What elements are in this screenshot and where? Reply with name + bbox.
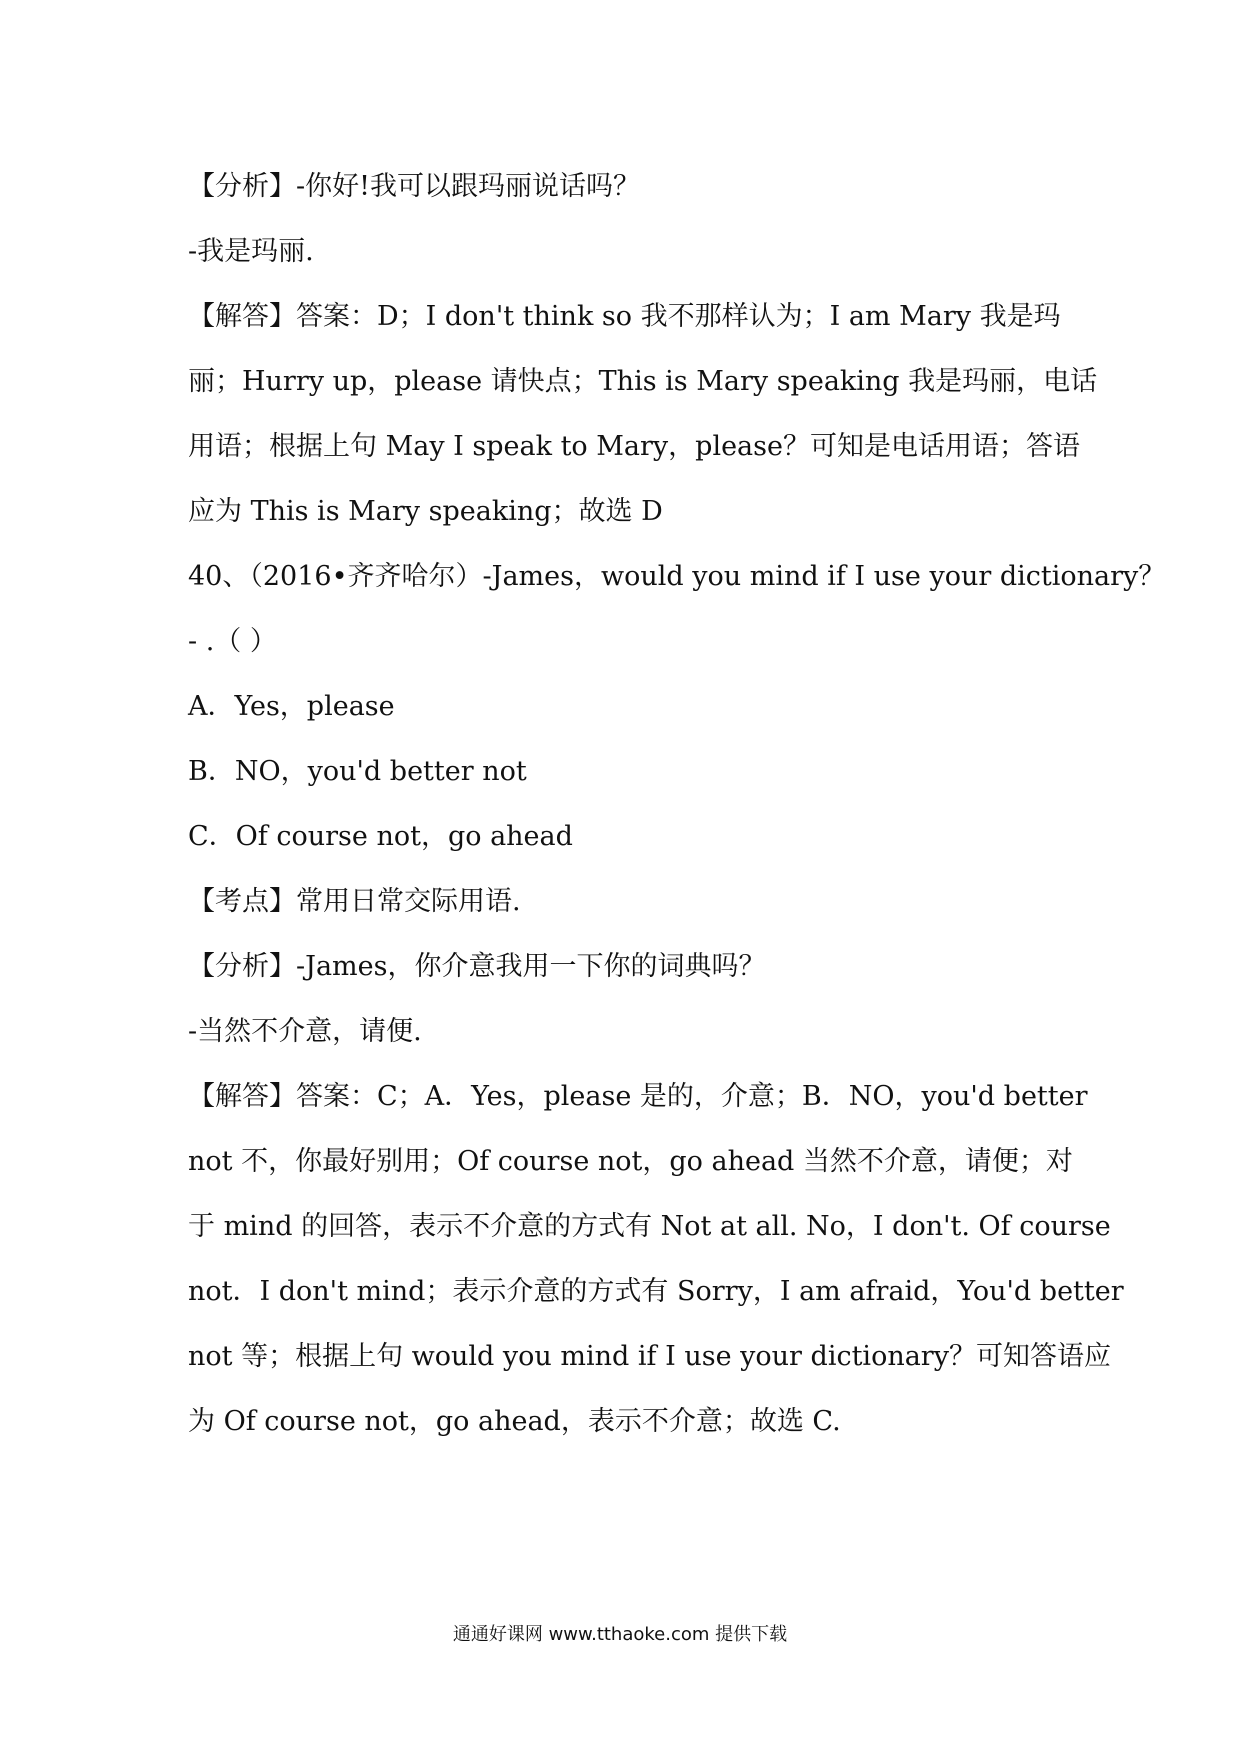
option-c: C．Of course not，go ahead	[188, 821, 573, 852]
answer-line: not 等；根据上句 would you mind if I use your dictionary？可知答语应	[188, 1341, 1111, 1372]
answer-line: 为 Of course not，go ahead，表示不介意；故选 C.	[188, 1406, 841, 1437]
option-b: B．NO，you'd better not	[188, 756, 527, 787]
key-point-line: 【考点】常用日常交际用语.	[188, 886, 521, 917]
option-a: A．Yes，please	[188, 691, 395, 722]
answer-line: 应为 This is Mary speaking；故选 D	[188, 496, 663, 527]
answer-line: 【解答】答案：D；I don't think so 我不那样认为；I am Mary 我是玛	[188, 301, 1061, 332]
analysis-line: 【分析】-James，你介意我用一下你的词典吗？	[188, 951, 766, 982]
question-blank-line: - .（ ）	[188, 626, 277, 657]
analysis-reply-line: -我是玛丽.	[188, 236, 314, 267]
answer-line: 丽；Hurry up，please 请快点；This is Mary speaking 我是玛丽，电话	[188, 366, 1098, 397]
answer-line: not．I don't mind；表示介意的方式有 Sorry，I am afraid，You'd better	[188, 1276, 1124, 1307]
question-line: 40、（2016•齐齐哈尔）-James，would you mind if I use your dictionary？	[188, 561, 1166, 592]
analysis-line: 【分析】-你好!我可以跟玛丽说话吗？	[188, 171, 640, 202]
answer-line: 【解答】答案：C；A．Yes，please 是的，介意；B．NO，you'd better	[188, 1081, 1088, 1112]
answer-line: not 不，你最好别用；Of course not，go ahead 当然不介意，请便；对	[188, 1146, 1073, 1177]
analysis-reply-line: -当然不介意，请便.	[188, 1016, 422, 1047]
page-footer: 通通好课网 www.tthaoke.com 提供下载	[452, 1624, 788, 1645]
answer-line: 于 mind 的回答，表示不介意的方式有 Not at all. No，I don't. Of course	[188, 1211, 1111, 1242]
document-body	[188, 154, 1166, 1454]
answer-line: 用语；根据上句 May I speak to Mary，please？可知是电话用语；答语	[188, 431, 1080, 462]
